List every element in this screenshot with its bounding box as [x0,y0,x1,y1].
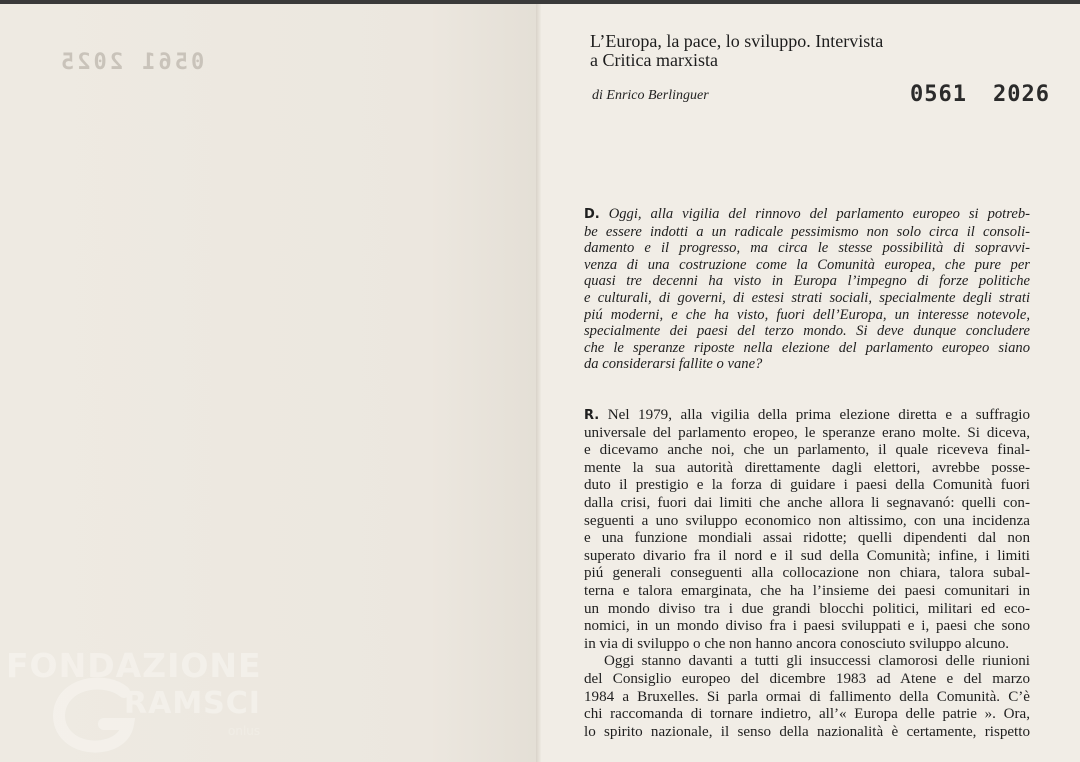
answer-line: terna e talora emarginata, che ha l’insieme dei paesi comunitari in [584,582,1030,599]
answer-line: un mondo diviso tra i due grandi blocchi politici, militari ed eco- [584,600,1030,617]
answer-line: e una funzione mondiali assai ridotte; quelli dipendenti dal non [584,530,1030,547]
watermark-line-3: onlus [228,724,261,738]
watermark-line-2: RAMSCI [124,686,261,721]
answer-line: universale del parlamento eropeo, le speranze erano molte. Si diceva, [584,424,1030,441]
question-label: D. [584,207,600,222]
answer-line: Nel 1979, alla vigilia della prima elezione diretta e a suffragio [607,407,1030,423]
answer-line: mente la sua autorità direttamente dagli elettori, avrebbe posse- [584,459,1030,476]
title-line-2: a Critica marxista [590,50,718,70]
answer-line: seguenti a uno sviluppo economico non altissimo, con una incidenza [584,512,1030,529]
answer-line: del Consiglio europeo del dicembre 1983 ad Atene e del marzo [584,670,1030,687]
question-paragraph [584,206,1030,373]
question-line: quasi tre decenni ha visto in Europa l’impegno di forze politiche [584,273,1030,290]
archive-stamp [910,82,1050,107]
bleed-through-stamp: 0561 2025 [58,50,205,75]
watermark-line-1: FONDAZIONE [6,646,262,685]
answer-line: duto il prestigio e la forza di guidare i paesi della Comunità fuori [584,477,1030,494]
question-line: e culturali, di governi, di estesi strati sociali, specialmente degli strati [584,289,1030,306]
answer-line: nomici, in un mondo diviso fra i paesi sviluppati e i, paesi che sono [584,618,1030,635]
question-line: da considerarsi fallite o vane? [584,356,763,373]
answer-line: 1984 a Bruxelles. Si parla ormai di fallimento della Comunità. C’è [584,688,1030,705]
question-line: damento e il progresso, ma circa le stesse possibilità di sopravvi- [584,240,1030,257]
answer-line: in via di sviluppo o che non hanno ancora conosciuto sviluppo alcuno. [584,635,1010,652]
question-line: be essere indotti a un radicale pessimismo non solo circa il consoli- [584,223,1030,240]
answer-label: R. [584,408,600,423]
title-line-1: L’Europa, la pace, lo sviluppo. Intervista [590,31,884,51]
stamp-number-left: 0561 [910,82,967,107]
question-line: specialmente dei paesi del terzo mondo. Si deve dunque concludere [584,323,1030,340]
answer-line: Oggi stanno davanti a tutti gli insuccessi clamorosi delle riunioni [604,653,1030,670]
answer-line: superato divario fra il nord e il sud della Comunità; infine, i limiti [584,547,1030,564]
question-line: piú moderni, e che ha visto, fuori dell’Europa, un interesse notevole, [584,306,1030,323]
question-line: Oggi, alla vigilia del rinnovo del parlamento europeo si potreb- [608,206,1030,222]
fondazione-gramsci-watermark [6,644,276,754]
answer-line: chi raccomanda di tornare indietro, all’« Europa delle patrie ». Ora, [584,706,1030,723]
question-line: che le speranze riposte nella elezione del parlamento europeo siano [584,339,1030,356]
answer-line: piú generali conseguenti alla collocazione non chiara, talora subal- [584,565,1030,582]
answer-paragraph [584,407,1030,741]
answer-line: e dicevamo anche noi, che un parlamento, il quale riceveva final- [584,442,1030,459]
stamp-number-right: 2026 [992,82,1050,107]
article-author: di Enrico Berlinguer [592,88,709,103]
answer-line: lo spirito nazionale, il senso della nazionalità è certamente, rispetto [584,723,1030,740]
left-page [0,4,536,762]
answer-line: dalla crisi, fuori dai limiti che anche allora li segnavanó: quelli con- [584,494,1030,511]
question-line: venza di una costruzione come la Comunità europea, che pure per [584,256,1030,273]
article-title [590,32,950,70]
